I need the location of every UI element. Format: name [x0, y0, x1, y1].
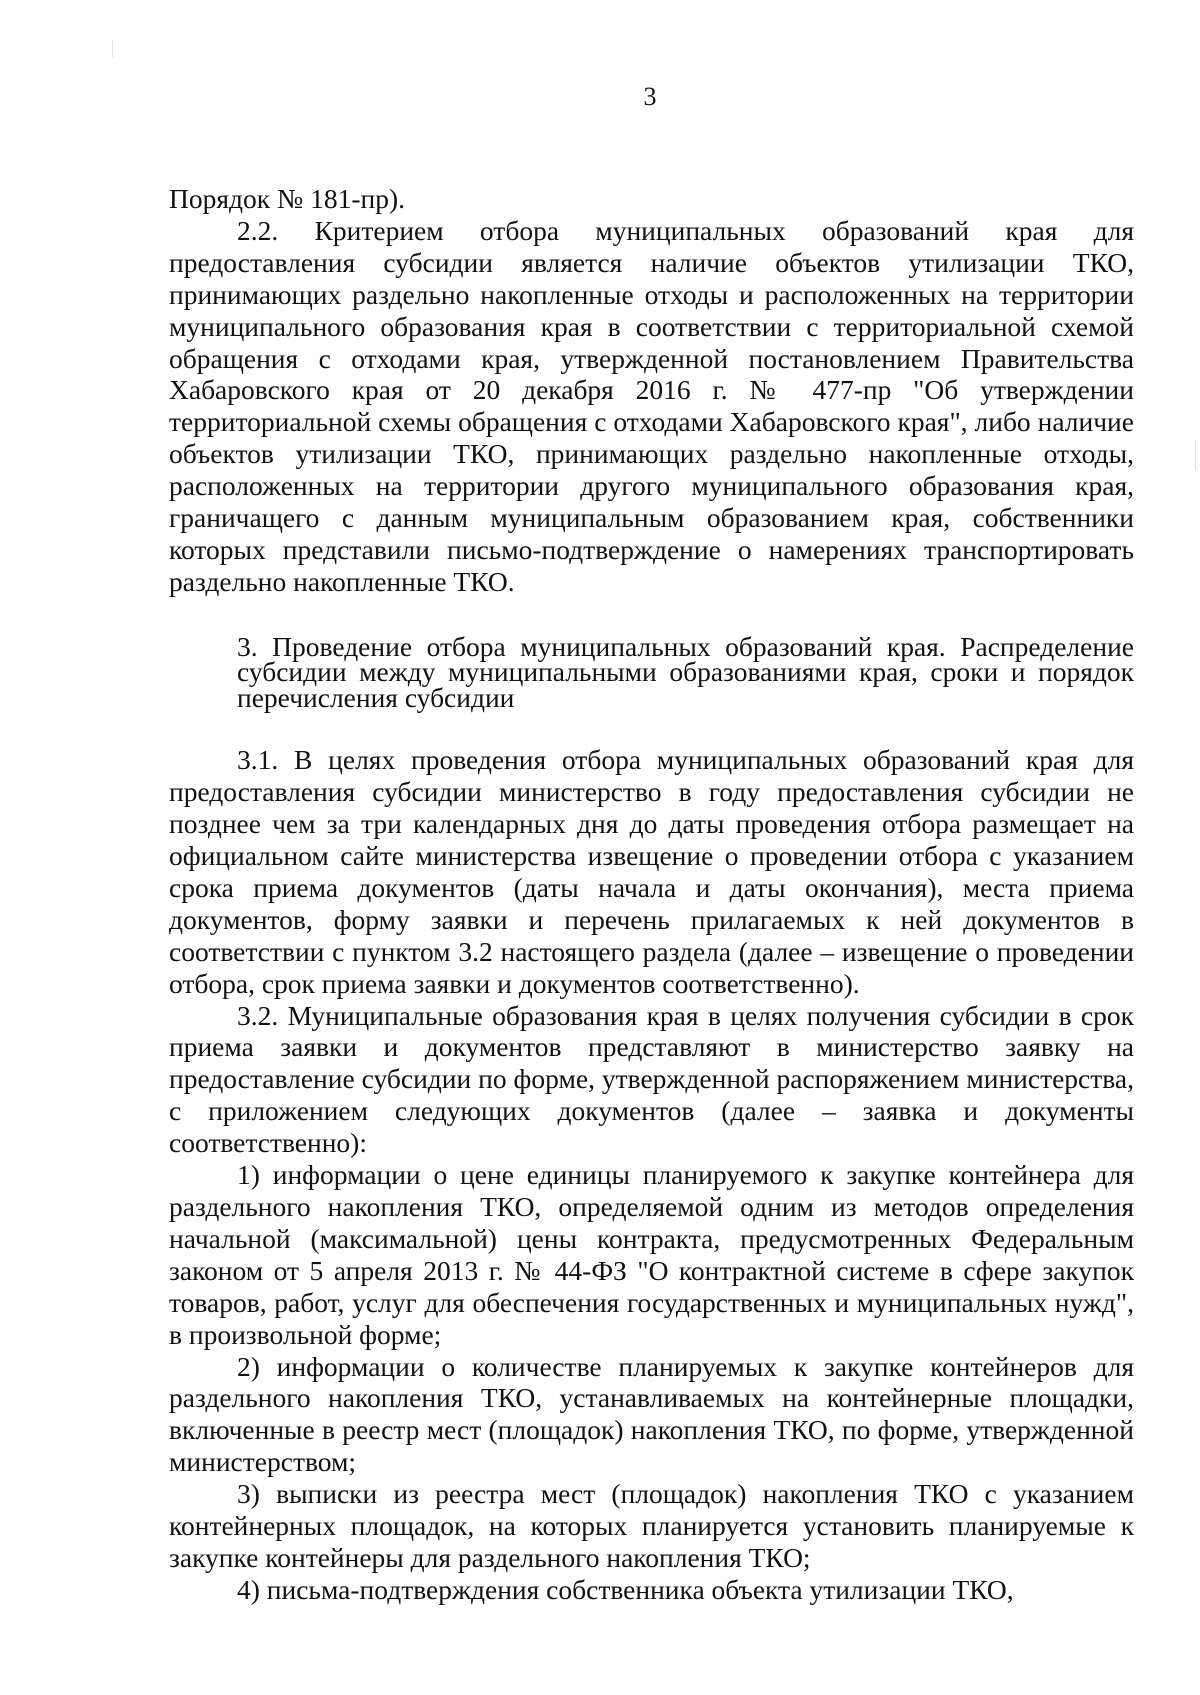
paragraph-3-2: 3.2. Муниципальные образования края в целях получения субсидии в срок приема заявки и документов представляют в министерство заявку на предоставление субсидии по форме, утвержденной распоряжением министерства, с приложением следующих документов (далее – заявка и документы соответственно):	[169, 999, 1134, 1159]
paragraph-2-2: 2.2. Критерием отбора муниципальных образований края для предоставления субсидии является наличие объектов утилизации ТКО, принимающих раздельно накопленные отходы и расположенных на территории муниципального образования края в соответствии с территориальной схемой обращения с отходами края, утвержденной постановлением Правительства Хабаровского края от 20 декабря 2016 г. № 477-пр "Об утверждении территориальной схемы обращения с отходами Хабаровского края", либо наличие объектов утилизации ТКО, принимающих раздельно накопленные отходы, расположенных на территории другого муниципального образования края, граничащего с данным муниципальным образованием края, собственники которых представили письмо-подтверждение о намерениях транспортировать раздельно накопленные ТКО.	[169, 214, 1134, 597]
page-number: 3	[643, 82, 657, 111]
list-item-2: 2) информации о количестве планируемых к закупке контейнеров для раздельного накопления ТКО, устанавливаемых на контейнерные площадки, включенные в реестр мест (площадок) накопления ТКО, по форме, утвержденной министерством;	[169, 1350, 1134, 1478]
paragraph-continuation: Порядок № 181-пр).	[169, 183, 406, 214]
scan-edge-mark-right	[1195, 440, 1196, 470]
list-item-3: 3) выписки из реестра мест (площадок) накопления ТКО с указанием контейнерных площадок, на которых планируется установить планируемые к закупке контейнеры для раздельного накопления ТКО;	[169, 1478, 1134, 1573]
list-item-4: 4) письма-подтверждения собственника объекта утилизации ТКО,	[237, 1573, 1014, 1605]
paragraph-3-1: 3.1. В целях проведения отбора муниципальных образований края для предоставления субсидии министерство в году предоставления субсидии не позднее чем за три календарных дня до даты проведения отбора размещает на официальном сайте министерства извещение о проведении отбора с указанием срока приема документов (даты начала и даты окончания), места приема документов, форму заявки и перечень прилагаемых к ней документов в соответствии с пунктом 3.2 настоящего раздела (далее – извещение о проведении отбора, срок приема заявки и документов соответственно).	[169, 744, 1134, 999]
document-body	[169, 183, 1134, 1606]
scan-edge-mark	[112, 40, 113, 58]
section-3-heading	[169, 630, 1134, 713]
section-3-heading-text: 3. Проведение отбора муниципальных образований края. Распределение субсидии между муниципальными образованиями края, сроки и порядок перечисления субсидии	[237, 630, 1134, 713]
list-item-1: 1) информации о цене единицы планируемого к закупке контейнера для раздельного накопления ТКО, определяемой одним из методов определения начальной (максимальной) цены контракта, предусмотренных Федеральным законом от 5 апреля 2013 г. № 44-ФЗ "О контрактной системе в сфере закупок товаров, работ, услуг для обеспечения государственных и муниципальных нужд", в произвольной форме;	[169, 1159, 1134, 1350]
